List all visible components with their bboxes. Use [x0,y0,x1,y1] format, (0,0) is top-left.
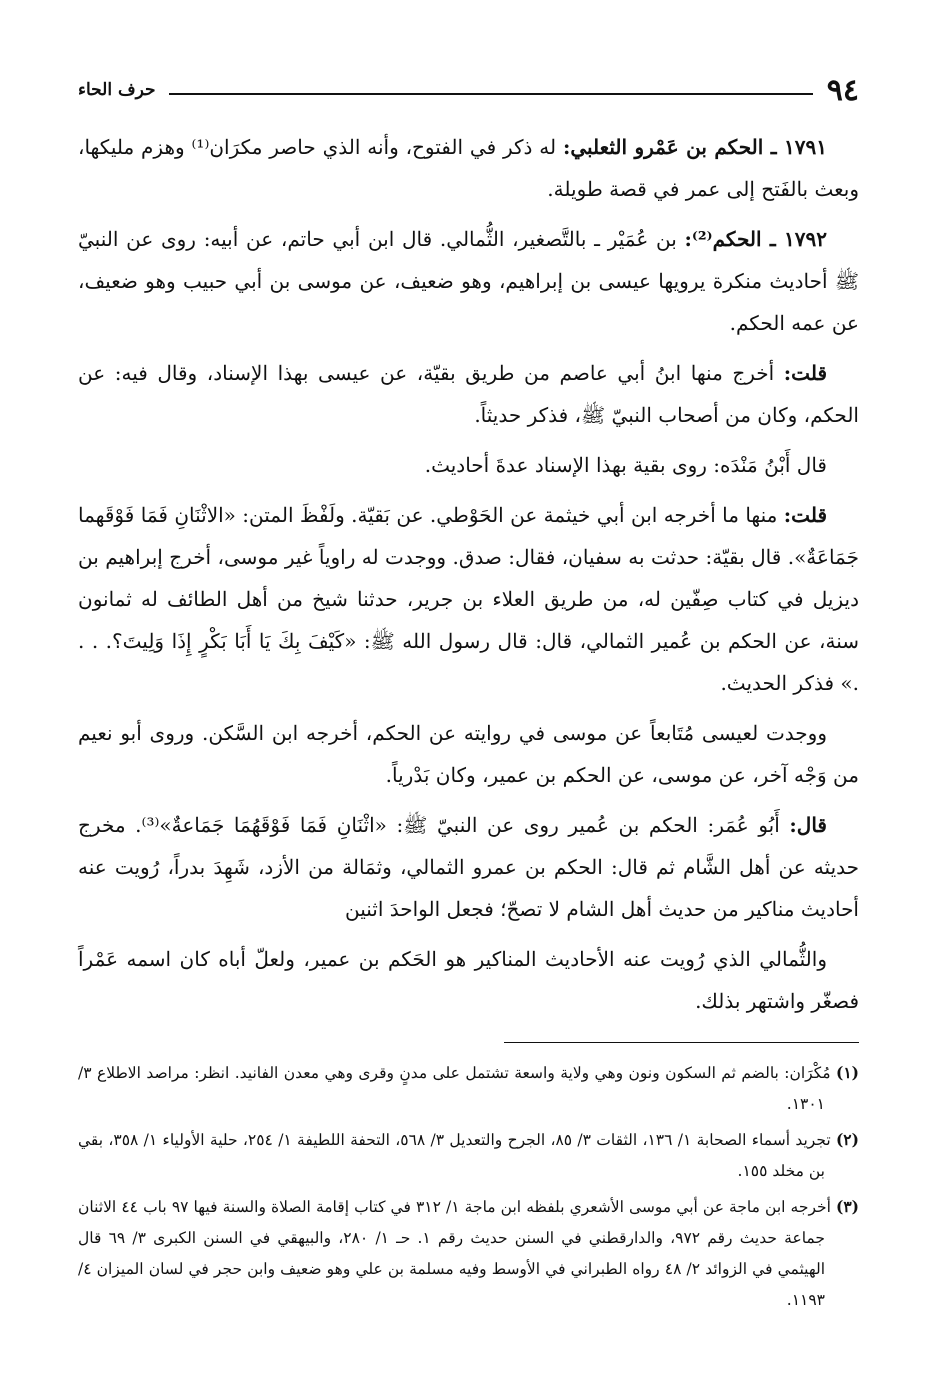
paragraph-lead: قال: [789,813,827,837]
page-header [78,70,859,110]
main-text [78,126,859,1022]
footnote-marker: (٣) [835,1197,859,1216]
entry-1792 [78,218,859,344]
entry-heading: ١٧٩٢ ـ الحكم⁽²⁾: [684,227,827,251]
footnotes [78,1057,859,1316]
entry-text: له ذكر في الفتوح، وأنه الذي حاصر مكرَان⁽¹⁾ وهزم مليكها، وبعث بالفَتح إلى عمر في قصة طويلة. [78,135,859,201]
footnote-text: أخرجه ابن ماجة عن أبي موسى الأشعري بلفظه ابن ماجة ١/ ٣١٢ في كتاب إقامة الصلاة والسنة فيها ٩٧ باب ٤٤ الاثنان جماعة حديث رقم ٩٧٢، والدارقطني في السنن حديث رقم ١. حـ ١/ ٢٨٠، والبيهقي في السنن الكبرى ٣/ ٦٩ قال الهيثمي في الزوائد ٢/ ٤٨ رواه الطبراني في الأوسط وفيه مسلمة بن علي وهو ضعيف وابن حجر في لسان الميزان ٤/ ١١٩٣. [78,1198,836,1309]
paragraph-text: أَبُو عُمَر: الحكم بن عُمير روى عن النبيّ ﷺ: «اثْنَانِ فَمَا فَوْقَهُمَا جَمَاعةٌ»⁽³⁾. مخرج حديثه عن أهل الشَّام ثم قال: الحكم بن عمرو الثمالي، وثمَالة من الأزد، شَهِدَ بدراً، رُويت عنه أحاديث مناكير من حديث أهل الشام لا تصحّ؛ فجعل الواحدَ اثنين [78,813,859,921]
paragraph-lead: قلت: [783,503,827,527]
paragraph-text: أخرج منها ابنُ أبي عاصم من طريق بقيّة، عن عيسى بهذا الإسناد، وقال فيه: عن الحكم، وكان من أصحاب النبيّ ﷺ، فذكر حديثاً. [78,361,859,427]
footnote-text: مُكْرَان: بالضم ثم السكون ونون وهي ولاية واسعة تشتمل على مدنٍ وقرى وهي معدن الفانيد. انظر: مراصد الاطلاع ٣/ ١٣٠١. [78,1064,836,1113]
paragraph [78,712,859,796]
entry-1791 [78,126,859,210]
header-rule [169,93,812,95]
paragraph-text: قال أَبْنُ مَنْدَه: روى بقية بهذا الإسناد عدةَ أحاديث. [424,453,827,477]
paragraph-text: ووجدت لعيسى مُتَابعاً عن موسى في روايته عن الحكم، أخرجه ابن السَّكن. وروى أبو نعيم من وَجْه آخر، عن موسى، عن الحكم بن عمير، وكان بَدْرياً. [78,721,859,787]
paragraph [78,804,859,930]
paragraph [78,494,859,704]
footnote-3 [78,1191,859,1316]
paragraph-text: منها ما أخرجه ابن أبي خيثمة عن الحَوْطي. عن بَقيّة. ولَفْظَ المتن: «الاثْنَانِ فَمَا فَوْقَهما جَمَاعَةٌ». قال بقيّة: حدثت به سفيان، فقال: صدق. ووجدت له راوياً غير موسى، أخرج إبراهيم بن ديزيل في كتاب صِفّين له، من طريق العلاء بن جرير، حدثنا شيخ من أهل الطائف له ثمانون سنة، عن الحكم بن عُمير الثمالي، قال: قال رسول الله ﷺ: «كَيْفَ بِكَ يَا أَبَا بَكْرٍ إِذَا وَلِيتَ؟. . . .» فذكر الحديث. [78,503,859,695]
footnote-marker: (١) [835,1063,859,1082]
footnote-text: تجريد أسماء الصحابة ١/ ١٣٦، الثقات ٣/ ٨٥، الجرح والتعديل ٣/ ٥٦٨، التحفة اللطيفة ١/ ٢٥٤، حلية الأولياء ١/ ٣٥٨، بقي بن مخلد ١٥٥. [78,1131,836,1180]
footnote-2 [78,1124,859,1187]
footnote-separator [504,1042,859,1043]
paragraph [78,938,859,1022]
page-number: ٩٤ [826,72,859,108]
paragraph [78,444,859,486]
paragraph [78,352,859,436]
paragraph-text: والثُّمالي الذي رُويت عنه الأحاديث المناكير هو الحَكم بن عمير، ولعلّ أباه كان اسمه عَمْراً فصغّر واشتهر بذلك. [78,947,859,1013]
paragraph-lead: قلت: [783,361,827,385]
entry-heading: ١٧٩١ ـ الحكم بن عَمْرو الثعلبي: [562,135,827,159]
running-title: حرف الحاء [78,80,156,100]
footnote-marker: (٢) [835,1130,859,1149]
footnote-1 [78,1057,859,1120]
entry-text: بن عُمَيْر ـ بالتَّصغير، الثُّمالي. قال ابن أبي حاتم، عن أبيه: روى عن النبيّ ﷺ أحاديث منكرة يرويها عيسى بن إبراهيم، وهو ضعيف، عن موسى بن أبي حبيب وهو ضعيف، عن عمه الحكم. [78,227,859,335]
